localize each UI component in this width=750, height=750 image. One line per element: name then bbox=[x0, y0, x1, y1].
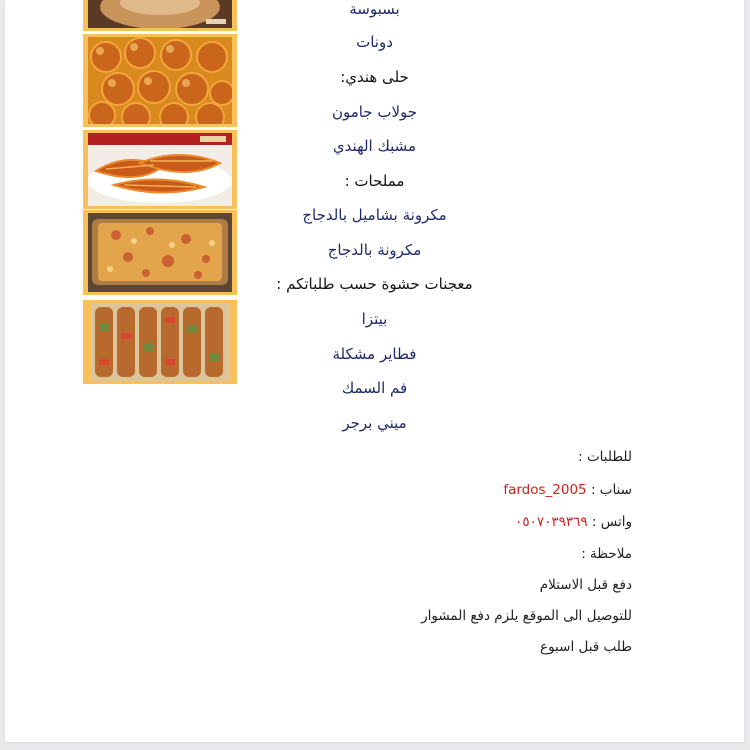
menu-heading-savories: مملحات : bbox=[344, 172, 405, 190]
snap-handle: fardos_2005 bbox=[503, 482, 587, 498]
note-payment: دفع قبل الاستلام bbox=[539, 577, 632, 593]
menu-item-basbousa: بسبوسة bbox=[349, 0, 400, 18]
whatsapp-line bbox=[515, 513, 632, 531]
menu-heading-pastries: معجنات حشوة حسب طلباتكم : bbox=[276, 275, 473, 293]
snap-line bbox=[503, 481, 632, 499]
note-delivery: للتوصيل الى الموقع يلزم دفع المشوار bbox=[421, 608, 632, 624]
menu-item-mini-burger: ميني برجر bbox=[342, 414, 407, 432]
menu-item-jalebi: مشبك الهندي bbox=[332, 137, 417, 155]
menu-item-donuts: دونات bbox=[356, 33, 393, 51]
menu-item-gulab-jamun: جولاب جامون bbox=[331, 103, 418, 121]
whatsapp-number: ٠٥٠٧٠٣٩٣٦٩ bbox=[515, 514, 588, 530]
note-order-ahead: طلب قبل اسبوع bbox=[540, 639, 632, 655]
menu-item-pizza: بيتزا bbox=[361, 310, 388, 328]
menu-item-pasta-bechamel: مكرونة بشاميل بالدجاج bbox=[302, 206, 447, 224]
snap-label: سناب : bbox=[590, 482, 632, 498]
menu-item-fish-mouth: فم السمك bbox=[341, 379, 408, 397]
menu-item-mixed-pies: فطاير مشكلة bbox=[332, 345, 417, 363]
document-page bbox=[5, 0, 744, 742]
note-label: ملاحظة : bbox=[581, 546, 632, 562]
whatsapp-label: واتس : bbox=[591, 514, 632, 530]
menu-heading-indian-sweets: حلى هندي: bbox=[340, 68, 409, 86]
menu-item-pasta-chicken: مكرونة بالدجاج bbox=[327, 241, 422, 259]
orders-label: للطلبات : bbox=[578, 449, 632, 465]
